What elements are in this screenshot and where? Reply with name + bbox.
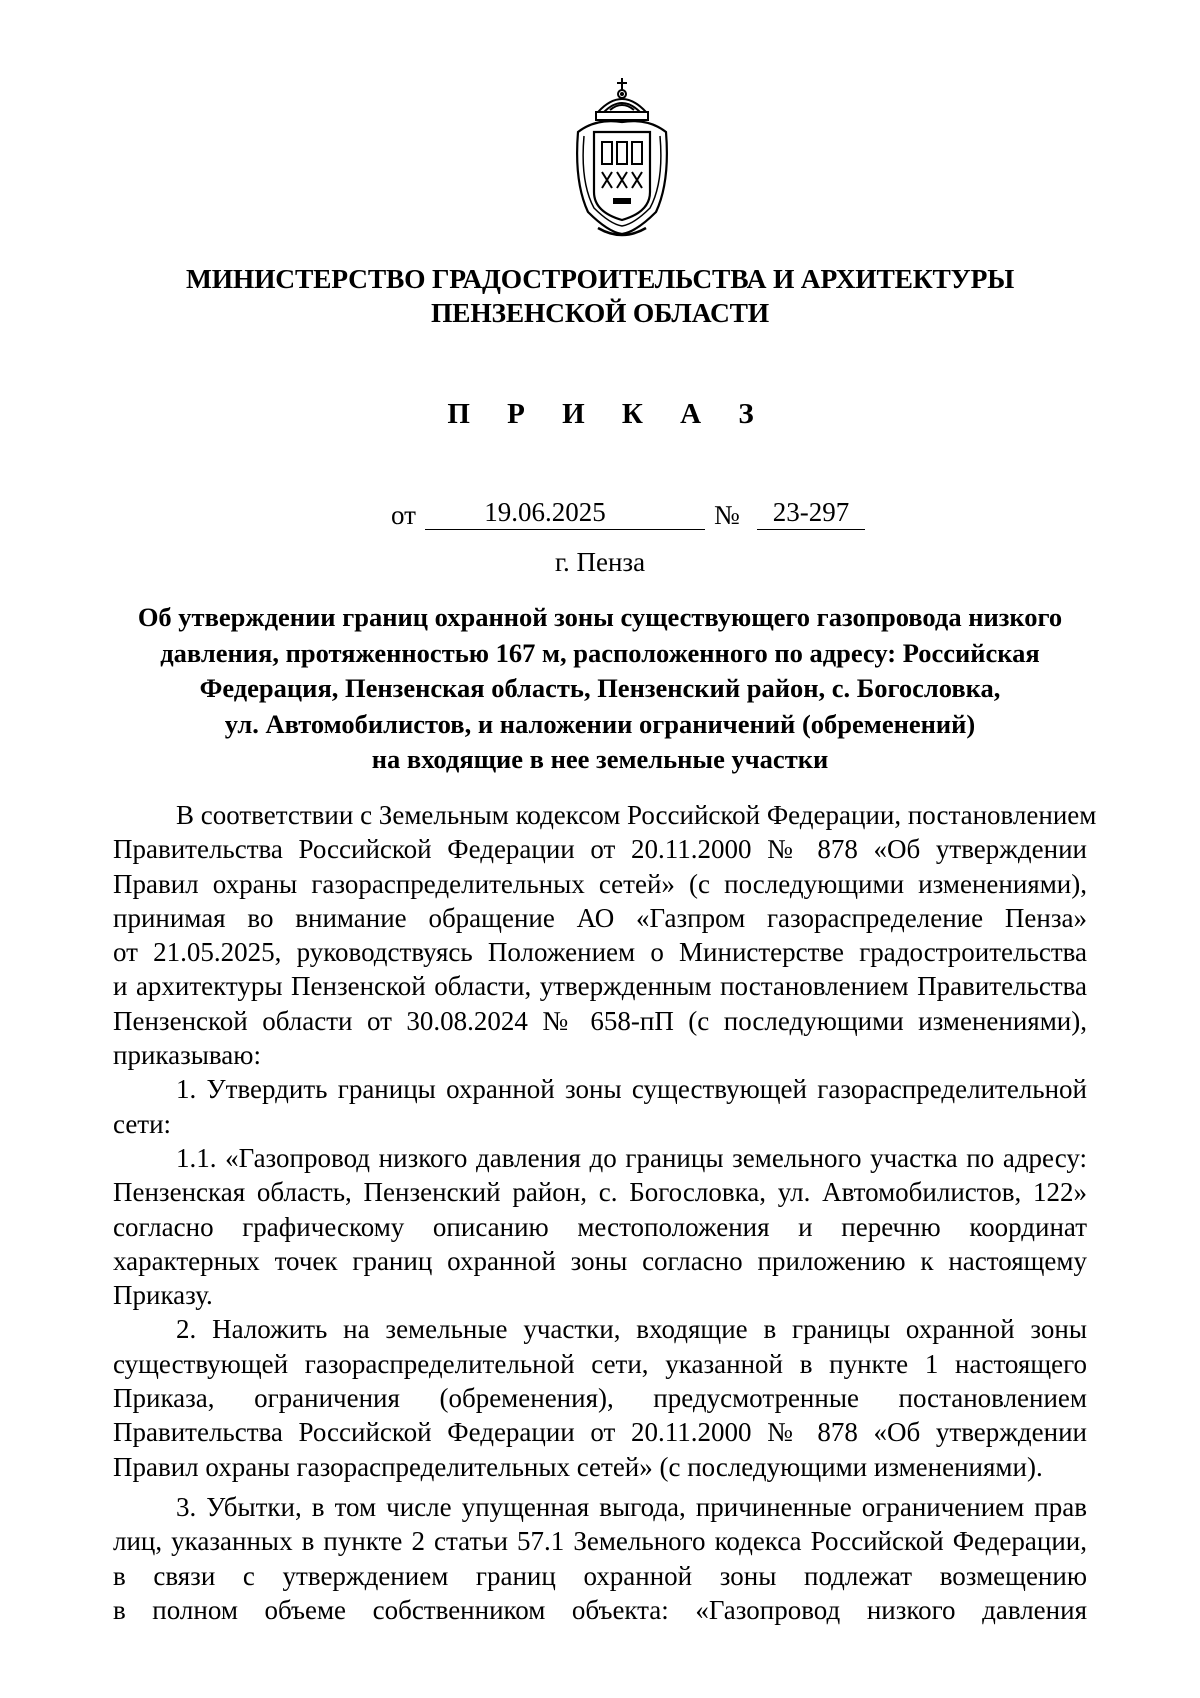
body-line: в полном объеме собственником объекта: «Газопровод низкого давления bbox=[113, 1594, 1087, 1625]
coat-of-arms-emblem bbox=[568, 72, 676, 244]
body-line: Правил охраны газораспределительных сетей» (с последующими изменениями). bbox=[113, 1451, 1043, 1482]
body-line: 2. Наложить на земельные участки, входящие в границы охранной зоны bbox=[176, 1314, 1087, 1345]
body-line: Пензенская область, Пензенский район, с. Богословка, ул. Автомобилистов, 122» bbox=[113, 1177, 1087, 1208]
body-line: Приказу. bbox=[113, 1280, 213, 1311]
paragraph-item-1-1 bbox=[113, 1141, 1087, 1312]
body-line: 1.1. «Газопровод низкого давления до границы земельного участка по адресу: bbox=[176, 1142, 1087, 1173]
body-line: и архитектуры Пензенской области, утвержденным постановлением Правительства bbox=[113, 971, 1087, 1002]
title-line: давления, протяженностью 167 м, расположенного по адресу: Российская bbox=[160, 637, 1040, 668]
body-line: Правительства Российской Федерации от 20.11.2000 № 878 «Об утверждении bbox=[113, 834, 1087, 865]
body-line: согласно графическому описанию местоположения и перечню координат bbox=[113, 1211, 1087, 1242]
document-body bbox=[113, 798, 1097, 1627]
date-number-line bbox=[0, 497, 1200, 537]
paragraph-item-2 bbox=[113, 1312, 1087, 1483]
document-type: П Р И К А З bbox=[447, 398, 769, 430]
body-line: в связи с утверждением границ охранной зоны подлежат возмещению bbox=[113, 1560, 1087, 1591]
body-line: Правил охраны газораспределительных сетей» (с последующими изменениями), bbox=[113, 868, 1087, 899]
body-line: Правительства Российской Федерации от 20.11.2000 № 878 «Об утверждении bbox=[113, 1417, 1087, 1448]
number-sign: № bbox=[714, 500, 740, 530]
document-date: 19.06.2025 bbox=[484, 497, 606, 527]
body-line: Приказа, ограничения (обременения), предусмотренные постановлением bbox=[113, 1383, 1087, 1414]
body-line: от 21.05.2025, руководствуясь Положением о Министерстве градостроительства bbox=[113, 937, 1087, 968]
number-field bbox=[757, 497, 865, 530]
title-line: Об утверждении границ охранной зоны существующего газопровода низкого bbox=[137, 602, 1063, 632]
body-line: приказываю: bbox=[113, 1040, 261, 1071]
body-line: существующей газораспределительной сети, указанной в пункте 1 настоящего bbox=[113, 1348, 1087, 1379]
paragraph-item-3 bbox=[113, 1490, 1087, 1627]
body-line: 3. Убытки, в том числе упущенная выгода, причиненные ограничением прав bbox=[176, 1491, 1087, 1522]
body-line: характерных точек границ охранной зоны согласно приложению к настоящему bbox=[113, 1245, 1087, 1276]
document-number: 23-297 bbox=[772, 497, 850, 527]
city-line: г. Пенза bbox=[554, 547, 646, 577]
document-title bbox=[110, 600, 1090, 778]
body-line: Пензенской области от 30.08.2024 № 658-пП (с последующими изменениями), bbox=[113, 1005, 1087, 1036]
date-prefix: от bbox=[391, 500, 416, 530]
ministry-header bbox=[0, 262, 1200, 330]
body-line: сети: bbox=[113, 1108, 172, 1139]
body-line: лиц, указанных в пункте 2 статьи 57.1 Земельного кодекса Российской Федерации, bbox=[113, 1526, 1087, 1557]
title-line: на входящие в нее земельные участки bbox=[371, 744, 829, 774]
title-line: ул. Автомобилистов, и наложении ограничений (обременений) bbox=[224, 708, 976, 739]
title-line: Федерация, Пензенская область, Пензенский район, с. Богословка, bbox=[199, 673, 1001, 703]
body-line: принимая во внимание обращение АО «Газпром газораспределение Пенза» bbox=[113, 902, 1087, 933]
date-field bbox=[425, 497, 705, 530]
paragraph-item-1 bbox=[113, 1072, 1087, 1141]
paragraph-preamble bbox=[113, 798, 1097, 1072]
body-line: В соответствии с Земельным кодексом Российской Федерации, постановлением bbox=[176, 800, 1097, 830]
body-line: 1. Утвердить границы охранной зоны существующей газораспределительной bbox=[176, 1074, 1087, 1105]
ministry-name-line2: ПЕНЗЕНСКОЙ ОБЛАСТИ bbox=[430, 297, 769, 328]
ministry-name-line1: МИНИСТЕРСТВО ГРАДОСТРОИТЕЛЬСТВА И АРХИТЕКТУРЫ bbox=[185, 263, 1015, 294]
